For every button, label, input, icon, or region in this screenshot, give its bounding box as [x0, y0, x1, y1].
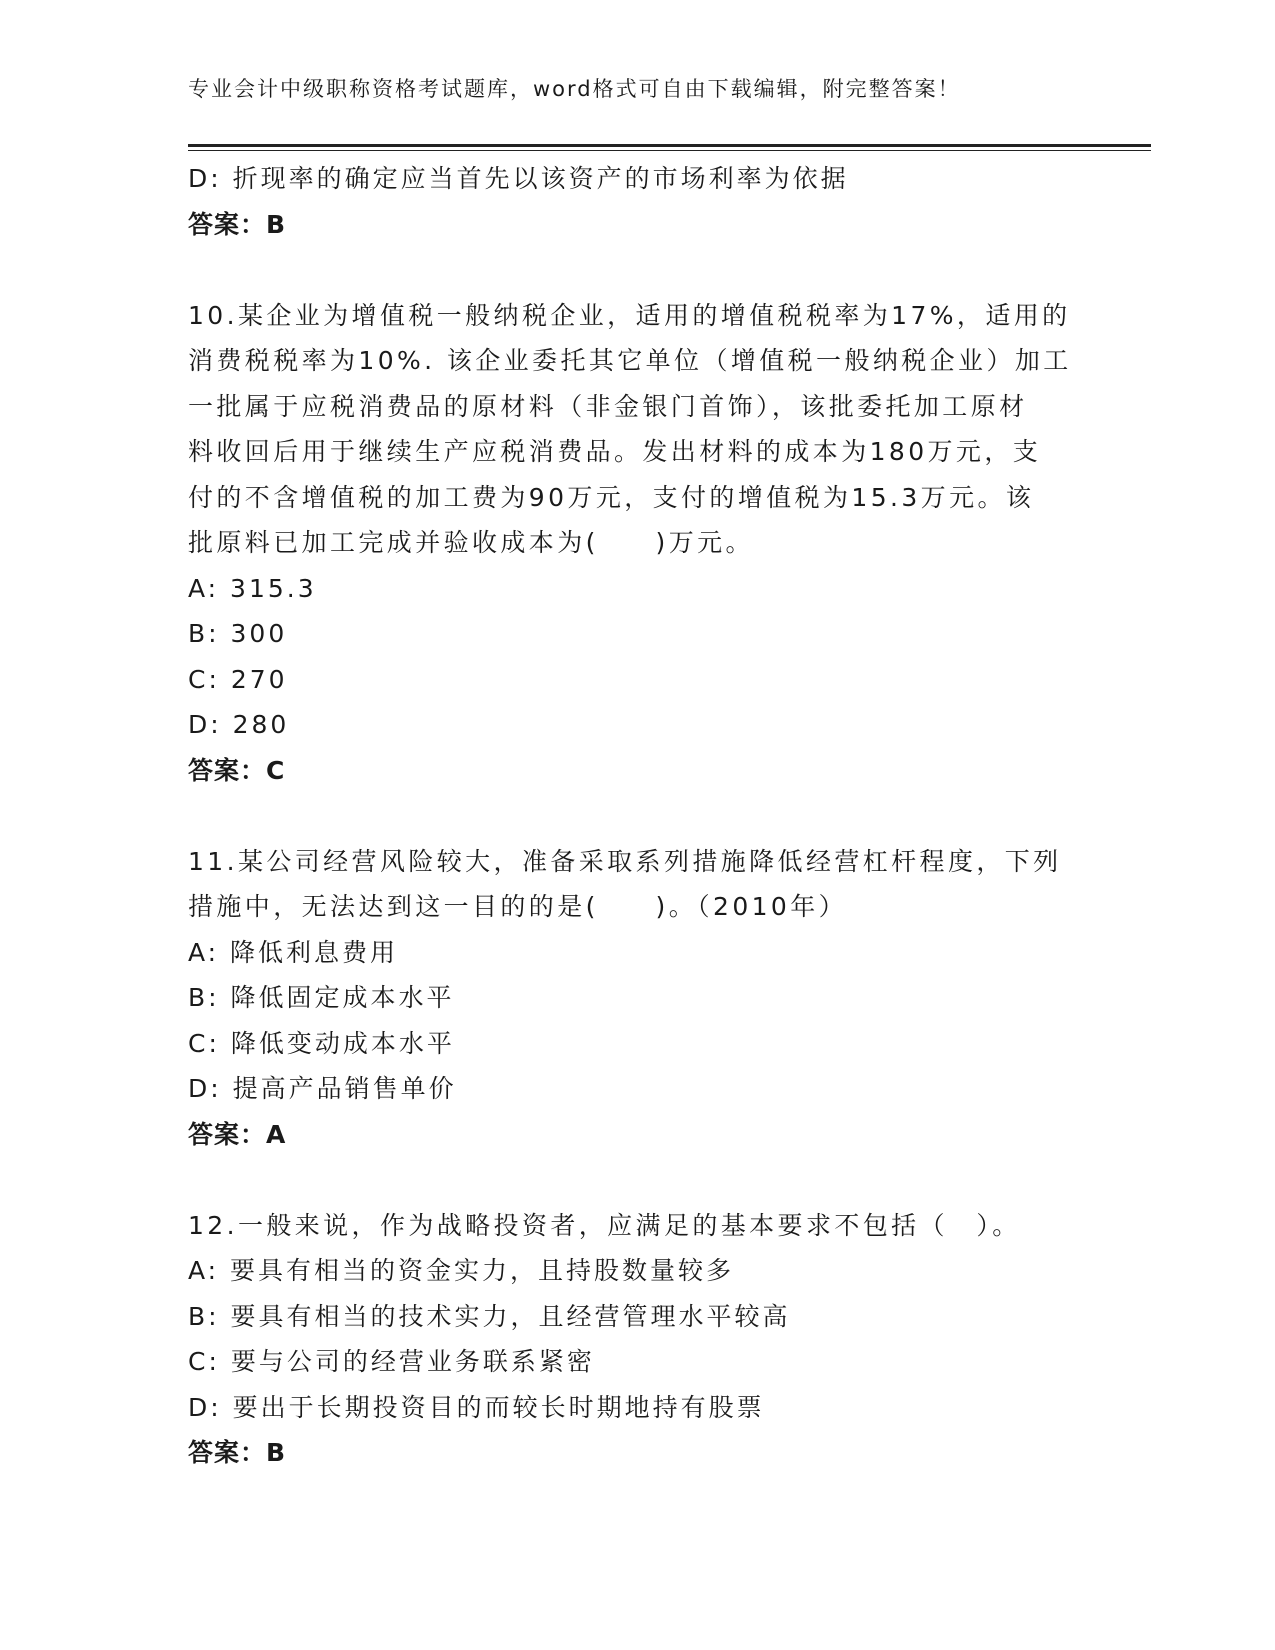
question-10-line: 一批属于应税消费品的原材料（非金银门首饰），该批委托加工原材: [188, 391, 1028, 421]
question-12-option-d: D: 要出于长期投资目的而较长时期地持有股票: [188, 1392, 765, 1422]
question-10: [188, 293, 1088, 794]
question-11-line: 11.某公司经营风险较大，准备采取系列措施降低经营杠杆程度，下列: [188, 846, 1062, 876]
document-body: [188, 156, 1088, 1476]
question-10-option-c: C: 270: [188, 664, 288, 694]
question-12-option-c: C: 要与公司的经营业务联系紧密: [188, 1347, 595, 1376]
question-12-line: 12.一般来说，作为战略投资者，应满足的基本要求不包括（ ）。: [188, 1210, 1021, 1240]
question-11-option-a: A: 降低利息费用: [188, 937, 399, 967]
spacer: [188, 247, 1088, 293]
question-10-option-b: B: 300: [188, 619, 288, 648]
question-10-line: 付的不含增值税的加工费为90万元，支付的增值税为15.3万元。该: [188, 482, 1035, 512]
question-11-line: 措施中，无法达到这一目的的是( )。（2010年）: [188, 892, 848, 921]
header-rule: [188, 144, 1151, 151]
question-10-line: 料收回后用于继续生产应税消费品。发出材料的成本为180万元，支: [188, 437, 1042, 466]
question-11-answer: 答案：A: [188, 1119, 287, 1149]
question-10-line: 批原料已加工完成并验收成本为( )万元。: [188, 528, 754, 557]
question-12-answer: 答案：B: [188, 1438, 287, 1467]
question-12-option-b: B: 要具有相当的技术实力，且经营管理水平较高: [188, 1301, 791, 1331]
prev-question-option-d: D: 折现率的确定应当首先以该资产的市场利率为依据: [188, 164, 849, 193]
question-11-option-c: C: 降低变动成本水平: [188, 1028, 455, 1058]
question-10-option-d: D: 280: [188, 710, 290, 739]
question-11-option-b: B: 降低固定成本水平: [188, 983, 455, 1012]
question-10-line: 10.某企业为增值税一般纳税企业，适用的增值税税率为17%，适用的: [188, 300, 1071, 330]
question-12-option-a: A: 要具有相当的资金实力，且持股数量较多: [188, 1256, 735, 1285]
spacer: [188, 793, 1088, 839]
question-11: [188, 839, 1088, 1158]
question-10-answer: 答案：C: [188, 755, 286, 785]
question-11-option-d: D: 提高产品销售单价: [188, 1074, 457, 1103]
page-header: 专业会计中级职称资格考试题库，word格式可自由下载编辑，附完整答案！: [188, 77, 961, 101]
question-10-line: 消费税税率为10%. 该企业委托其它单位（增值税一般纳税企业）加工: [188, 346, 1072, 375]
question-10-option-a: A: 315.3: [188, 573, 317, 603]
question-12: [188, 1203, 1088, 1476]
prev-question-answer: 答案：B: [188, 209, 287, 239]
spacer: [188, 1157, 1088, 1203]
